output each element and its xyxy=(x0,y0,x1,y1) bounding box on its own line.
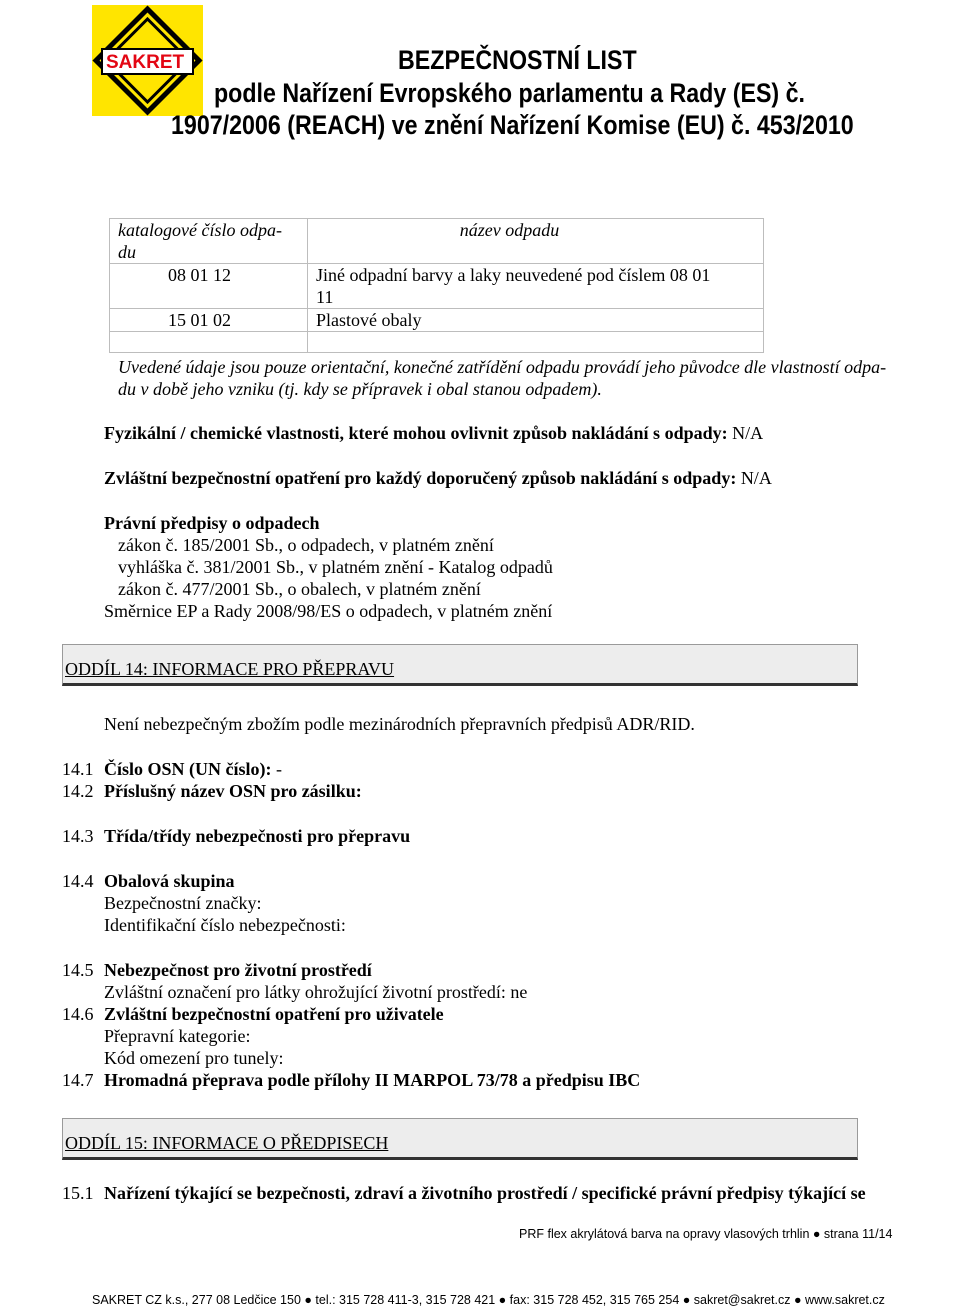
section-14-title: ODDÍL 14: INFORMACE PRO PŘEPRAVU xyxy=(65,659,395,679)
env-marking: Zvláštní označení pro látky ohrožující životní prostředí: ne xyxy=(104,982,528,1002)
hazard-labels: Bezpečnostní značky: xyxy=(104,893,262,913)
item-number: 14.3 xyxy=(62,826,94,846)
tunnel-code: Kód omezení pro tunely: xyxy=(104,1048,284,1068)
logo-diamond-icon xyxy=(92,5,203,116)
item-number: 14.6 xyxy=(62,1004,94,1024)
col-header-code: katalogové číslo odpa- du xyxy=(110,219,308,264)
table-row-empty xyxy=(110,332,764,353)
document-title: BEZPEČNOSTNÍ LIST xyxy=(398,45,637,75)
item-14-7: Hromadná přeprava podle přílohy II MARPOL 73/78 a předpisu IBC xyxy=(104,1070,641,1090)
item-15-1: Nařízení týkající se bezpečnosti, zdraví a životního prostředí / specifické právní předpisy týkající se xyxy=(104,1183,866,1203)
item-14-3: Třída/třídy nebezpečnosti pro přepravu xyxy=(104,826,411,846)
item-number: 14.5 xyxy=(62,960,94,980)
table-row xyxy=(110,264,764,309)
item-number: 14.4 xyxy=(62,871,94,891)
waste-catalog-table xyxy=(109,218,764,353)
section-14-header xyxy=(62,644,858,686)
logo-text: SAKRET xyxy=(106,52,185,73)
waste-code: 15 01 02 xyxy=(110,309,308,332)
section-15-header xyxy=(62,1118,858,1160)
table-row xyxy=(110,309,764,332)
legal-directive: Směrnice EP a Rady 2008/98/ES o odpadech, v platném znění xyxy=(104,601,553,621)
special-measures-line: Zvláštní bezpečnostní opatření pro každý doporučený způsob nakládání s odpady: N/A xyxy=(104,468,772,488)
item-14-2: Příslušný název OSN pro zásilku: xyxy=(104,781,362,801)
section-15-title: ODDÍL 15: INFORMACE O PŘEDPISECH xyxy=(65,1133,389,1153)
col-header-name: název odpadu xyxy=(308,219,764,264)
legal-item: zákon č. 477/2001 Sb., o obalech, v platném znění xyxy=(118,579,481,599)
sakret-logo xyxy=(92,5,203,116)
legal-heading: Právní předpisy o odpadech xyxy=(104,513,320,533)
document-subtitle-line2: 1907/2006 (REACH) ve znění Nařízení Komise (EU) č. 453/2010 xyxy=(171,110,854,140)
item-14-1: Číslo OSN (UN číslo): - xyxy=(104,759,282,779)
table-header-row xyxy=(110,219,764,264)
transport-category: Přepravní kategorie: xyxy=(104,1026,251,1046)
legal-item: zákon č. 185/2001 Sb., o odpadech, v platném znění xyxy=(118,535,494,555)
waste-name: Plastové obaly xyxy=(308,309,764,332)
document-subtitle-line1: podle Nařízení Evropského parlamentu a Rady (ES) č. xyxy=(214,78,805,108)
item-number: 14.1 xyxy=(62,759,94,779)
item-number: 14.2 xyxy=(62,781,94,801)
physical-properties-line: Fyzikální / chemické vlastnosti, které mohou ovlivnit způsob nakládání s odpady: N/A xyxy=(104,423,764,443)
item-14-4: Obalová skupina xyxy=(104,871,235,891)
item-14-5: Nebezpečnost pro životní prostředí xyxy=(104,960,372,980)
waste-note: Uvedené údaje jsou pouze orientační, konečné zatřídění odpadu provádí jeho původce dle vlastností odpa- du v době jeho vzniku (tj. kdy se přípravek i obal stanou odpadem). xyxy=(118,357,887,399)
waste-name: Jiné odpadní barvy a laky neuvedené pod číslem 08 01 11 xyxy=(308,264,764,309)
item-number: 15.1 xyxy=(62,1183,94,1203)
item-14-6: Zvláštní bezpečnostní opatření pro uživatele xyxy=(104,1004,444,1024)
section-14-intro: Není nebezpečným zbožím podle mezinárodních přepravních předpisů ADR/RID. xyxy=(104,714,695,734)
hazard-id-number: Identifikační číslo nebezpečnosti: xyxy=(104,915,346,935)
footer-page-info: PRF flex akrylátová barva na opravy vlasových trhlin ● strana 11/14 xyxy=(519,1227,893,1241)
waste-code: 08 01 12 xyxy=(110,264,308,309)
legal-item: vyhláška č. 381/2001 Sb., v platném znění - Katalog odpadů xyxy=(118,557,553,577)
item-number: 14.7 xyxy=(62,1070,94,1090)
